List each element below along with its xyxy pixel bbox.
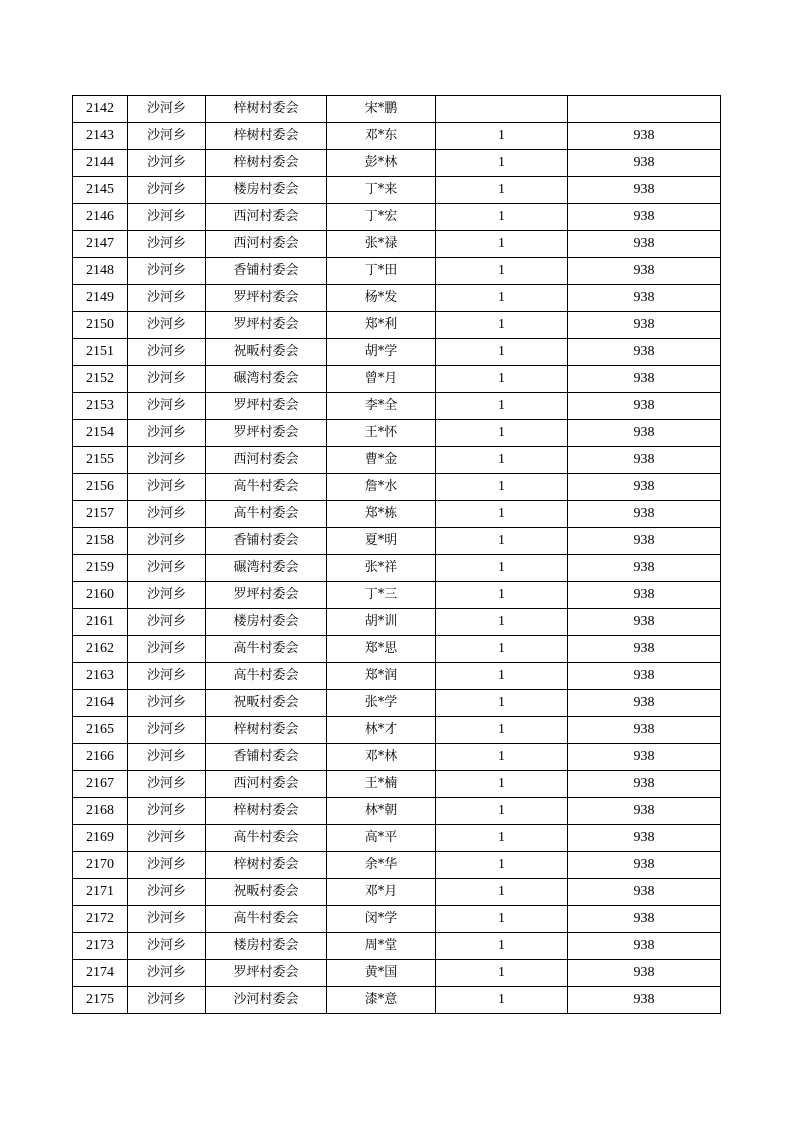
amount-cell: 938 [568,231,721,258]
township-cell: 沙河乡 [128,258,206,285]
township-cell: 沙河乡 [128,501,206,528]
person-name-cell: 张*学 [327,690,436,717]
row-number-cell: 2159 [73,555,128,582]
person-name-cell: 邓*东 [327,123,436,150]
table-row [73,798,721,825]
table-row [73,636,721,663]
village-committee-cell: 梓树村委会 [206,852,327,879]
amount-cell: 938 [568,393,721,420]
person-name-cell: 张*祥 [327,555,436,582]
count-cell: 1 [436,582,568,609]
amount-cell: 938 [568,150,721,177]
count-cell: 1 [436,852,568,879]
township-cell: 沙河乡 [128,906,206,933]
person-name-cell: 周*堂 [327,933,436,960]
person-name-cell: 彭*林 [327,150,436,177]
row-number-cell: 2144 [73,150,128,177]
person-name-cell: 王*楠 [327,771,436,798]
township-cell: 沙河乡 [128,96,206,123]
row-number-cell: 2148 [73,258,128,285]
table-row [73,150,721,177]
village-committee-cell: 祝畈村委会 [206,690,327,717]
table-row [73,312,721,339]
count-cell: 1 [436,906,568,933]
township-cell: 沙河乡 [128,663,206,690]
township-cell: 沙河乡 [128,933,206,960]
amount-cell: 938 [568,204,721,231]
row-number-cell: 2151 [73,339,128,366]
village-committee-cell: 香铺村委会 [206,258,327,285]
row-number-cell: 2160 [73,582,128,609]
township-cell: 沙河乡 [128,474,206,501]
village-committee-cell: 西河村委会 [206,771,327,798]
person-name-cell: 宋*鹏 [327,96,436,123]
row-number-cell: 2158 [73,528,128,555]
village-committee-cell: 楼房村委会 [206,177,327,204]
table-row [73,501,721,528]
person-name-cell: 杨*发 [327,285,436,312]
row-number-cell: 2166 [73,744,128,771]
table-row [73,690,721,717]
row-number-cell: 2173 [73,933,128,960]
village-committee-cell: 罗坪村委会 [206,420,327,447]
count-cell: 1 [436,501,568,528]
village-committee-cell: 祝畈村委会 [206,879,327,906]
table-row [73,204,721,231]
amount-cell: 938 [568,771,721,798]
row-number-cell: 2168 [73,798,128,825]
amount-cell: 938 [568,339,721,366]
village-committee-cell: 高牛村委会 [206,501,327,528]
township-cell: 沙河乡 [128,339,206,366]
table-row [73,285,721,312]
amount-cell: 938 [568,177,721,204]
village-committee-cell: 梓树村委会 [206,717,327,744]
table-row [73,852,721,879]
table-row [73,906,721,933]
amount-cell: 938 [568,717,721,744]
township-cell: 沙河乡 [128,555,206,582]
amount-cell: 938 [568,825,721,852]
row-number-cell: 2170 [73,852,128,879]
amount-cell: 938 [568,663,721,690]
row-number-cell: 2153 [73,393,128,420]
person-name-cell: 邓*月 [327,879,436,906]
table-row [73,231,721,258]
village-committee-cell: 高牛村委会 [206,474,327,501]
township-cell: 沙河乡 [128,987,206,1014]
amount-cell: 938 [568,474,721,501]
row-number-cell: 2142 [73,96,128,123]
amount-cell: 938 [568,906,721,933]
amount-cell: 938 [568,258,721,285]
amount-cell: 938 [568,933,721,960]
table-row [73,96,721,123]
village-committee-cell: 梓树村委会 [206,96,327,123]
count-cell: 1 [436,474,568,501]
row-number-cell: 2147 [73,231,128,258]
village-committee-cell: 香铺村委会 [206,744,327,771]
person-name-cell: 郑*栋 [327,501,436,528]
village-committee-cell: 西河村委会 [206,204,327,231]
village-committee-cell: 罗坪村委会 [206,393,327,420]
table-row [73,933,721,960]
amount-cell: 938 [568,636,721,663]
count-cell: 1 [436,285,568,312]
table-row [73,555,721,582]
row-number-cell: 2165 [73,717,128,744]
village-committee-cell: 楼房村委会 [206,609,327,636]
amount-cell: 938 [568,555,721,582]
amount-cell: 938 [568,312,721,339]
table-row [73,447,721,474]
row-number-cell: 2154 [73,420,128,447]
table-row [73,582,721,609]
person-name-cell: 林*才 [327,717,436,744]
village-committee-cell: 梓树村委会 [206,798,327,825]
person-name-cell: 闵*学 [327,906,436,933]
village-committee-cell: 楼房村委会 [206,933,327,960]
count-cell: 1 [436,933,568,960]
row-number-cell: 2145 [73,177,128,204]
township-cell: 沙河乡 [128,879,206,906]
count-cell: 1 [436,528,568,555]
township-cell: 沙河乡 [128,852,206,879]
amount-cell [568,96,721,123]
row-number-cell: 2157 [73,501,128,528]
row-number-cell: 2163 [73,663,128,690]
count-cell: 1 [436,447,568,474]
table-row [73,339,721,366]
count-cell: 1 [436,366,568,393]
table-row [73,420,721,447]
table-row [73,366,721,393]
village-committee-cell: 祝畈村委会 [206,339,327,366]
person-name-cell: 漆*意 [327,987,436,1014]
person-name-cell: 曾*月 [327,366,436,393]
row-number-cell: 2169 [73,825,128,852]
count-cell: 1 [436,312,568,339]
village-committee-cell: 梓树村委会 [206,150,327,177]
count-cell: 1 [436,717,568,744]
amount-cell: 938 [568,879,721,906]
person-name-cell: 林*朝 [327,798,436,825]
village-committee-cell: 罗坪村委会 [206,582,327,609]
row-number-cell: 2150 [73,312,128,339]
township-cell: 沙河乡 [128,312,206,339]
count-cell: 1 [436,879,568,906]
count-cell: 1 [436,663,568,690]
village-committee-cell: 高牛村委会 [206,663,327,690]
village-committee-cell: 香铺村委会 [206,528,327,555]
row-number-cell: 2167 [73,771,128,798]
table-row [73,177,721,204]
table-row [73,771,721,798]
row-number-cell: 2149 [73,285,128,312]
row-number-cell: 2164 [73,690,128,717]
row-number-cell: 2152 [73,366,128,393]
amount-cell: 938 [568,582,721,609]
row-number-cell: 2143 [73,123,128,150]
township-cell: 沙河乡 [128,123,206,150]
village-committee-cell: 高牛村委会 [206,906,327,933]
table-row [73,258,721,285]
table-row [73,879,721,906]
row-number-cell: 2175 [73,987,128,1014]
township-cell: 沙河乡 [128,825,206,852]
person-name-cell: 丁*田 [327,258,436,285]
row-number-cell: 2171 [73,879,128,906]
village-committee-cell: 高牛村委会 [206,825,327,852]
person-name-cell: 曹*金 [327,447,436,474]
count-cell: 1 [436,150,568,177]
count-cell: 1 [436,420,568,447]
person-name-cell: 高*平 [327,825,436,852]
table-row [73,744,721,771]
township-cell: 沙河乡 [128,609,206,636]
count-cell: 1 [436,609,568,636]
count-cell: 1 [436,825,568,852]
township-cell: 沙河乡 [128,717,206,744]
village-committee-cell: 梓树村委会 [206,123,327,150]
township-cell: 沙河乡 [128,177,206,204]
township-cell: 沙河乡 [128,231,206,258]
table-row [73,528,721,555]
person-name-cell: 丁*宏 [327,204,436,231]
row-number-cell: 2172 [73,906,128,933]
village-committee-cell: 罗坪村委会 [206,960,327,987]
table-row [73,987,721,1014]
person-name-cell: 郑*利 [327,312,436,339]
table-row [73,663,721,690]
township-cell: 沙河乡 [128,393,206,420]
count-cell: 1 [436,231,568,258]
table-row [73,960,721,987]
amount-cell: 938 [568,420,721,447]
amount-cell: 938 [568,528,721,555]
row-number-cell: 2162 [73,636,128,663]
person-name-cell: 丁*三 [327,582,436,609]
township-cell: 沙河乡 [128,771,206,798]
count-cell: 1 [436,123,568,150]
count-cell: 1 [436,798,568,825]
village-committee-cell: 碾湾村委会 [206,555,327,582]
person-name-cell: 张*禄 [327,231,436,258]
township-cell: 沙河乡 [128,582,206,609]
township-cell: 沙河乡 [128,150,206,177]
person-name-cell: 胡*学 [327,339,436,366]
person-name-cell: 郑*思 [327,636,436,663]
village-committee-cell: 高牛村委会 [206,636,327,663]
amount-cell: 938 [568,447,721,474]
township-cell: 沙河乡 [128,690,206,717]
person-name-cell: 胡*训 [327,609,436,636]
township-cell: 沙河乡 [128,447,206,474]
village-committee-cell: 碾湾村委会 [206,366,327,393]
roster-table [72,95,721,1014]
amount-cell: 938 [568,960,721,987]
village-committee-cell: 沙河村委会 [206,987,327,1014]
person-name-cell: 丁*来 [327,177,436,204]
person-name-cell: 郑*润 [327,663,436,690]
amount-cell: 938 [568,744,721,771]
village-committee-cell: 罗坪村委会 [206,312,327,339]
count-cell [436,96,568,123]
township-cell: 沙河乡 [128,420,206,447]
person-name-cell: 李*全 [327,393,436,420]
township-cell: 沙河乡 [128,744,206,771]
row-number-cell: 2155 [73,447,128,474]
row-number-cell: 2156 [73,474,128,501]
count-cell: 1 [436,204,568,231]
count-cell: 1 [436,339,568,366]
township-cell: 沙河乡 [128,366,206,393]
township-cell: 沙河乡 [128,204,206,231]
count-cell: 1 [436,393,568,420]
person-name-cell: 夏*明 [327,528,436,555]
amount-cell: 938 [568,987,721,1014]
table-row [73,825,721,852]
count-cell: 1 [436,960,568,987]
amount-cell: 938 [568,501,721,528]
township-cell: 沙河乡 [128,285,206,312]
row-number-cell: 2161 [73,609,128,636]
amount-cell: 938 [568,852,721,879]
person-name-cell: 黄*国 [327,960,436,987]
count-cell: 1 [436,258,568,285]
amount-cell: 938 [568,609,721,636]
township-cell: 沙河乡 [128,798,206,825]
person-name-cell: 王*怀 [327,420,436,447]
row-number-cell: 2146 [73,204,128,231]
count-cell: 1 [436,771,568,798]
township-cell: 沙河乡 [128,528,206,555]
village-committee-cell: 西河村委会 [206,231,327,258]
amount-cell: 938 [568,285,721,312]
amount-cell: 938 [568,798,721,825]
count-cell: 1 [436,636,568,663]
person-name-cell: 詹*水 [327,474,436,501]
count-cell: 1 [436,555,568,582]
amount-cell: 938 [568,366,721,393]
village-committee-cell: 罗坪村委会 [206,285,327,312]
table-row [73,123,721,150]
amount-cell: 938 [568,123,721,150]
person-name-cell: 邓*林 [327,744,436,771]
count-cell: 1 [436,690,568,717]
count-cell: 1 [436,987,568,1014]
count-cell: 1 [436,177,568,204]
table-row [73,474,721,501]
township-cell: 沙河乡 [128,636,206,663]
count-cell: 1 [436,744,568,771]
row-number-cell: 2174 [73,960,128,987]
village-committee-cell: 西河村委会 [206,447,327,474]
township-cell: 沙河乡 [128,960,206,987]
table-row [73,609,721,636]
table-row [73,393,721,420]
amount-cell: 938 [568,690,721,717]
table-row [73,717,721,744]
person-name-cell: 余*华 [327,852,436,879]
roster-table-body [73,96,721,1014]
